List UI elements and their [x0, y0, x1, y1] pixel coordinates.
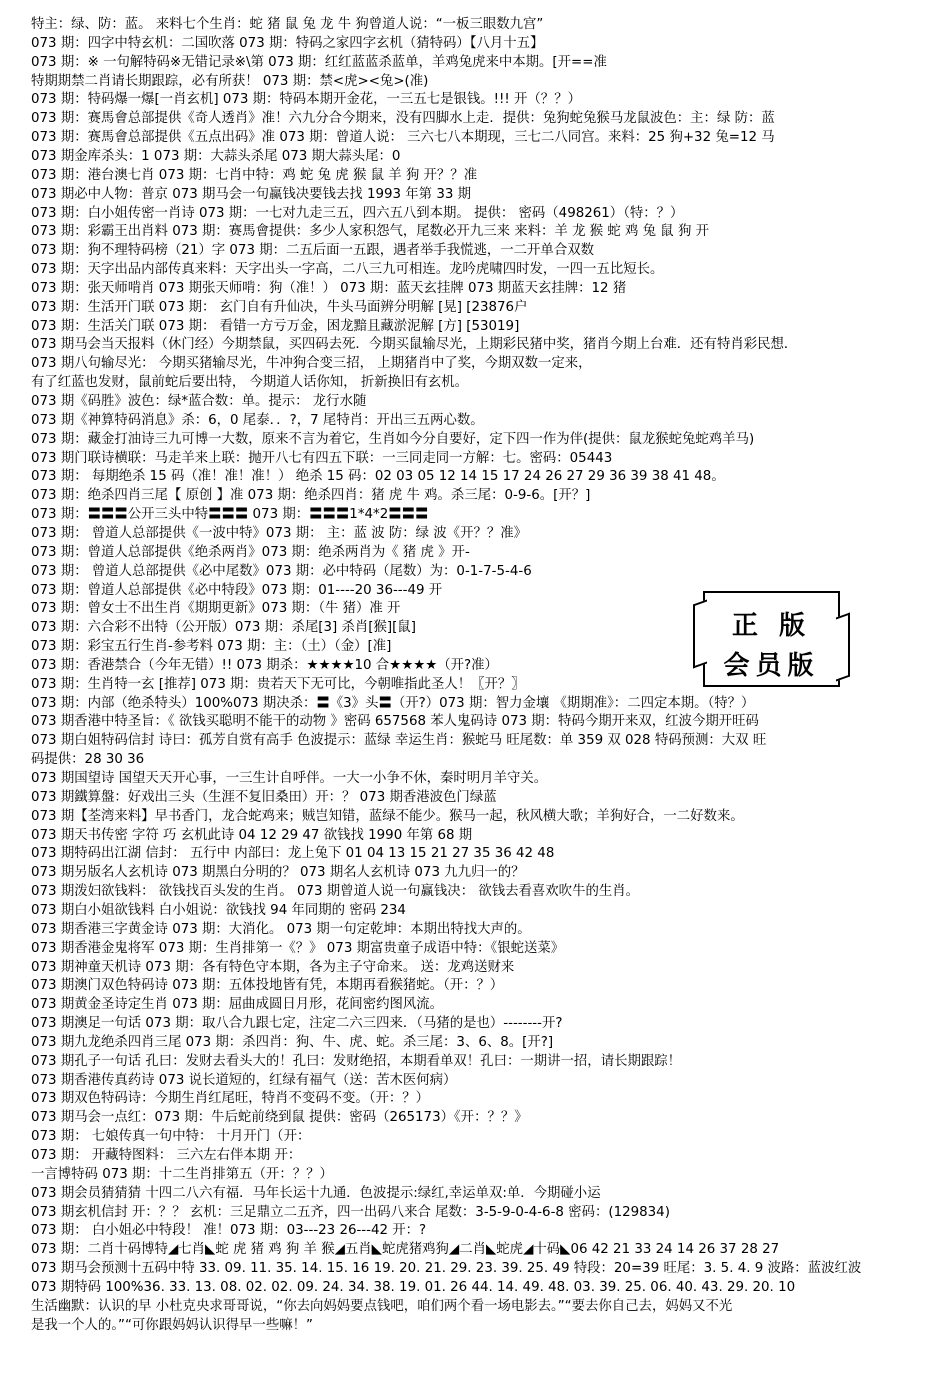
text-line: 073 期：香港禁合（今年无错）!! 073 期杀：★★★★10 合★★★★（开?准）	[31, 657, 498, 673]
text-line: 073 期：六合彩不出特（公开版）073 期：杀尾[3] 杀肖[猴][鼠]	[31, 620, 416, 636]
text-line: 073 期： 曾道人总部提供《必中尾数》073 期：必中特码（尾数）为：0-1-7-5-4-6	[31, 563, 532, 579]
text-line: 073 期香港三字黄金诗 073 期：大消化。 073 期一句定乾坤：本期出特找大声的。	[31, 921, 531, 937]
text-line: 073 期香港传真药诗 073 说长道短的，红绿有福气（送：苦木医何病）	[31, 1072, 457, 1088]
text-line: 073 期白小姐欲钱料 白小姐说：欲钱找 94 年同期的 密码 234	[31, 902, 406, 918]
text-line: 073 期： 七娘传真一句中特： 十月开门（开：	[31, 1129, 311, 1145]
text-line: 073 期：张天师啃肖 073 期张天师啃：狗（准！） 073 期：蓝天玄挂牌 073 期蓝天玄挂牌：12 猪	[31, 280, 627, 296]
text-line: 073 期马会当天报料（休门经）今期禁鼠，买四码去死．今期买鼠输尽光，上期彩民猪中奖，猪肖今期上台难．还有特肖彩民想．	[31, 337, 798, 353]
genuine-member-edition-stamp	[703, 591, 840, 687]
text-line: 073 期：曾道人总部提供《绝杀两肖》073 期：绝杀两肖为《 猪 虎 》开-	[31, 544, 470, 560]
text-line: 073 期泼妇欲钱料： 欲钱找百头发的生肖。 073 期曾道人说一句赢钱决： 欲钱去看喜欢吹牛的生肖。	[31, 884, 640, 900]
text-line: 是我一个人的。”“可你跟妈妈认识得早一些嘛！”	[31, 1317, 313, 1333]
text-line: 一言博特码 073 期：十二生肖排第五（开：？？）	[31, 1166, 333, 1182]
text-line: 073 期《码胜》波色：绿*蓝合数：单。提示： 龙行水随	[31, 394, 367, 409]
text-line: 073 期金库杀头：1 073 期：大蒜头杀尾 073 期大蒜头尾：0	[31, 148, 401, 164]
stamp-line-2: 会员版	[723, 651, 820, 681]
text-line: 073 期白姐特码信封 诗曰：孤芳自赏有高手 色波提示：蓝绿 幸运生肖：猴蛇马 旺尾数：单 359 双 028 特码预测：大双 旺	[31, 733, 767, 749]
text-line: 073 期： 每期绝杀 15 码（准！准！准！） 绝杀 15 码：02 03 05 12 14 15 17 24 26 27 29 36 39 38 41 48。	[31, 469, 725, 485]
text-line: 073 期：生肖特一玄 [推荐] 073 期：贵若天下无可比，今朝唯指此圣人！〖开？〗	[31, 676, 525, 692]
text-line: 073 期： 开藏特图料： 三六左右伴本期 开：	[31, 1148, 302, 1163]
text-line: 073 期：天字出品内部传真来料：天字出头一字高，二八三九可相连。龙吟虎啸四时发，一四一五比短长。	[31, 262, 664, 278]
text-line: 特期期禁二肖请长期跟踪，必有所获！ 073 期：禁<虎><兔>(准)	[31, 73, 429, 89]
text-line: 073 期： 曾道人总部提供《一波中特》073 期： 主：蓝 波 防：绿 波《开？？准》	[31, 525, 528, 541]
text-line: 073 期特码 100%36. 33. 13. 08. 02. 02. 09. 24. 34. 38. 19. 01. 26 44. 14. 49. 48. 03. 39. 25. 06. 40. 43. 29. 20. 10	[31, 1279, 796, 1295]
text-line: 073 期：狗不理特码榜（21）字 073 期：二五后面一五跟，遇者举手我慌逃，一二开单合双数	[31, 243, 594, 259]
text-line: 特主：绿、防：蓝。 来料七个生肖：蛇 猪 鼠 兔 龙 牛 狗曾道人说：“一板三眼数九宫”	[31, 17, 544, 32]
text-line: 073 期天书传密 字符 巧 玄机此诗 04 12 29 47 欲钱找 1990 年第 68 期	[31, 827, 473, 843]
text-line: 073 期八句输尽光： 今期买猪输尽光，牛冲狗合变三招， 上期猪肖中了奖，今期双数一定来，	[31, 356, 592, 372]
text-line: 073 期香港中特圣旨：《 欲钱买聪明不能干的动物 》密码 657568 苯人鬼码诗 073 期：特码今期开来双，红波今期开旺码	[31, 714, 759, 730]
text-line: 073 期玄机信封 开：？？ 玄机：三足鼎立二五齐，四一出码八来合 尾数：3-5-9-0-4-6-8 密码：(129834)	[31, 1204, 670, 1220]
text-line: 073 期：彩霸王出肖料 073 期：赛馬會提供：多少人家积怨气，尾数必开九三来 来料：羊 龙 猴 蛇 鸡 兔 鼠 狗 开	[31, 224, 709, 240]
text-line: 073 期特码出江湖 信封： 五行中 内部曰：龙上兔下 01 04 13 15 21 27 35 36 42 48	[31, 846, 555, 862]
text-line: 073 期神童天机诗 073 期：各有特色守本期，各为主子守命来。 送：龙鸡送财来	[31, 959, 515, 975]
text-line: 073 期《神算特码消息》杀：6，0 尾泰．．?，7 尾特肖：开出三五两心数。	[31, 412, 484, 428]
text-line: 073 期九龙绝杀四肖三尾 073 期：杀四肖：狗、牛、虎、蛇。杀三尾：3、6、8。[开?]	[31, 1034, 554, 1050]
text-line: 码提供：28 30 36	[31, 752, 145, 768]
text-line: 073 期双色特码诗：今期生肖红尾旺，特肖不变码不变。（开：？）	[31, 1091, 430, 1107]
text-line: 073 期：二肖十码博特◢七肖◣蛇 虎 猪 鸡 狗 羊 猴◢五肖◣蛇虎猪鸡狗◢二肖◣蛇虎◢十码◣06 42 21 33 24 14 26 37 28 27	[31, 1242, 780, 1258]
text-line: 073 期：彩宝五行生肖-参考料 073 期：主：（土）（金）[准]	[31, 639, 392, 655]
text-line: 073 期：白小姐传密一肖诗 073 期：一七对九走三五，四六五八到本期。 提供： 密码（498261）（特：？）	[31, 205, 684, 221]
text-line: 073 期马会一点红：073 期：牛后蛇前绕到鼠 提供：密码（265173）《开：？？》	[31, 1110, 528, 1126]
text-line: 073 期国望诗 国望天天开心事，一三生计自呼伴。一大一小争不休，秦时明月羊守关。	[31, 771, 548, 786]
text-line: 073 期：港台澳七肖 073 期：七肖中特：鸡 蛇 兔 虎 猴 鼠 羊 狗 开？？准	[31, 167, 478, 183]
text-line: 073 期【荃湾来料】早书香门，龙合蛇鸡来；贼岂知错，蓝绿不能少。猴马一起，秋风横大歌；羊狗好合，一二好数来。	[31, 808, 744, 824]
text-line: 073 期：藏金打油诗三九可博一大数，原来不言为着它，生肖如今分自要好，定下四一作为伴(提供：鼠龙猴蛇兔蛇鸡羊马)	[31, 431, 755, 447]
text-line: 073 期必中人物：普京 073 期马会一句赢钱决要钱去找 1993 年第 33 期	[31, 186, 472, 202]
text-line: 073 期澳门双色特码诗 073 期：五体投地皆有凭，本期再看猴猪蛇。（开：？）	[31, 978, 504, 994]
text-line: 073 期：特码爆一爆[一肖玄机] 073 期：特码本期开金花，一三五七是银钱。!!! 开（？？）	[31, 92, 581, 108]
text-line: 073 期：曾女士不出生肖《期期更新》073 期：（牛 猪）准 开	[31, 601, 401, 617]
text-line: 073 期：绝杀四肖三尾【 原创 】准 073 期：绝杀四肖：猪 虎 牛 鸡。杀三尾：0-9-6。[开？]	[31, 488, 591, 504]
text-line: 073 期会员猜猜猜 十四二八六有福．马年长运十九通．色波提示:绿红,幸运单双:单．今期碰小运	[31, 1185, 601, 1201]
text-line: 073 期：四字中特玄机：二国吹落 073 期：特码之家四字玄机（猜特码）【八月十五】	[31, 35, 544, 51]
text-line: 073 期澳足一句话 073 期：取八合九跟七定，注定二六三四来．（马猪的是也）--------开?	[31, 1016, 563, 1032]
text-line: 073 期：生活关门联 073 期： 看错一方亏万金，困龙黯且藏淤泥解 [方] [53019]	[31, 318, 520, 334]
text-line: 073 期马会预测十五码中特 33. 09. 11. 35. 14. 15. 16 19. 20. 21. 29. 23. 39. 25. 49 特段：20=39 旺尾：3. 5. 4. 9 波路：蓝波红波	[31, 1261, 862, 1277]
text-line: 073 期：生活开门联 073 期： 玄门自有升仙决，牛头马面辨分明解 [晃] [23876户	[31, 299, 528, 315]
text-line: 073 期：赛馬會总部提供《五点出码》准 073 期：曾道人说： 三六七八本期现，三七二八同宫。来料：25 狗+32 兔=12 马	[31, 130, 775, 146]
text-line: 073 期：※ 一句解特码※无错记录※\第 073 期：红红蓝蓝杀蓝单，羊鸡兔虎来中本期。[开==准	[31, 54, 607, 70]
text-line: 有了红蓝也发财，鼠前蛇后要出特， 今期道人话你知， 折新换旧有玄机。	[31, 375, 469, 391]
text-line: 073 期：〓〓〓公开三头中特〓〓〓 073 期：〓〓〓1*4*2〓〓〓	[31, 507, 429, 523]
text-line: 生活幽默：认识的早 小杜克央求哥哥说，“你去向妈妈要点钱吧，咱们两个看一场电影去。”“要去你自己去，妈妈又不光	[31, 1298, 733, 1314]
text-line: 073 期：赛馬會总部提供《奇人透肖》准！六九分合今期来，没有四脚水上走．提供：兔狗蛇兔猴马龙鼠波色：主：绿 防：蓝	[31, 111, 775, 127]
text-line: 073 期香港金鬼将军 073 期：生肖排第一《？》 073 期富贵童子成语中特：《银蛇送菜》	[31, 940, 565, 956]
text-line: 073 期：内部（绝杀特头）100%073 期决杀：〓《3》头〓（开?）073 期：智力金壤 《期期准》：二四定本期。（特？）	[31, 695, 755, 711]
stamp-line-1: 正 版	[731, 611, 812, 641]
text-line: 073 期孔子一句话 孔曰：发财去看头大的！孔曰：发财绝招，本期看单双！孔曰：一期讲一招，请长期跟踪！	[31, 1053, 682, 1069]
text-line: 073 期： 白小姐必中特段！ 准！073 期：03---23 26---42 开：?	[31, 1223, 427, 1239]
text-line: 073 期鐵算盤：好戏出三头（生涯不复旧桑田）开：？ 073 期香港波色门绿蓝	[31, 789, 497, 805]
text-line: 073 期门联诗横联：马走羊来上联：抛开八七有四五下联：一三同走同一方解：七。密码：05443	[31, 450, 613, 466]
text-line: 073 期另版名人玄机诗 073 期黑白分明的？ 073 期名人玄机诗 073 九九归一的？	[31, 865, 525, 881]
text-line: 073 期黄金圣诗定生肖 073 期：屈曲成圆日月形，花间密约图风流。	[31, 997, 444, 1013]
text-line: 073 期：曾道人总部提供《必中特段》073 期：01----20 36---49 开	[31, 582, 443, 598]
